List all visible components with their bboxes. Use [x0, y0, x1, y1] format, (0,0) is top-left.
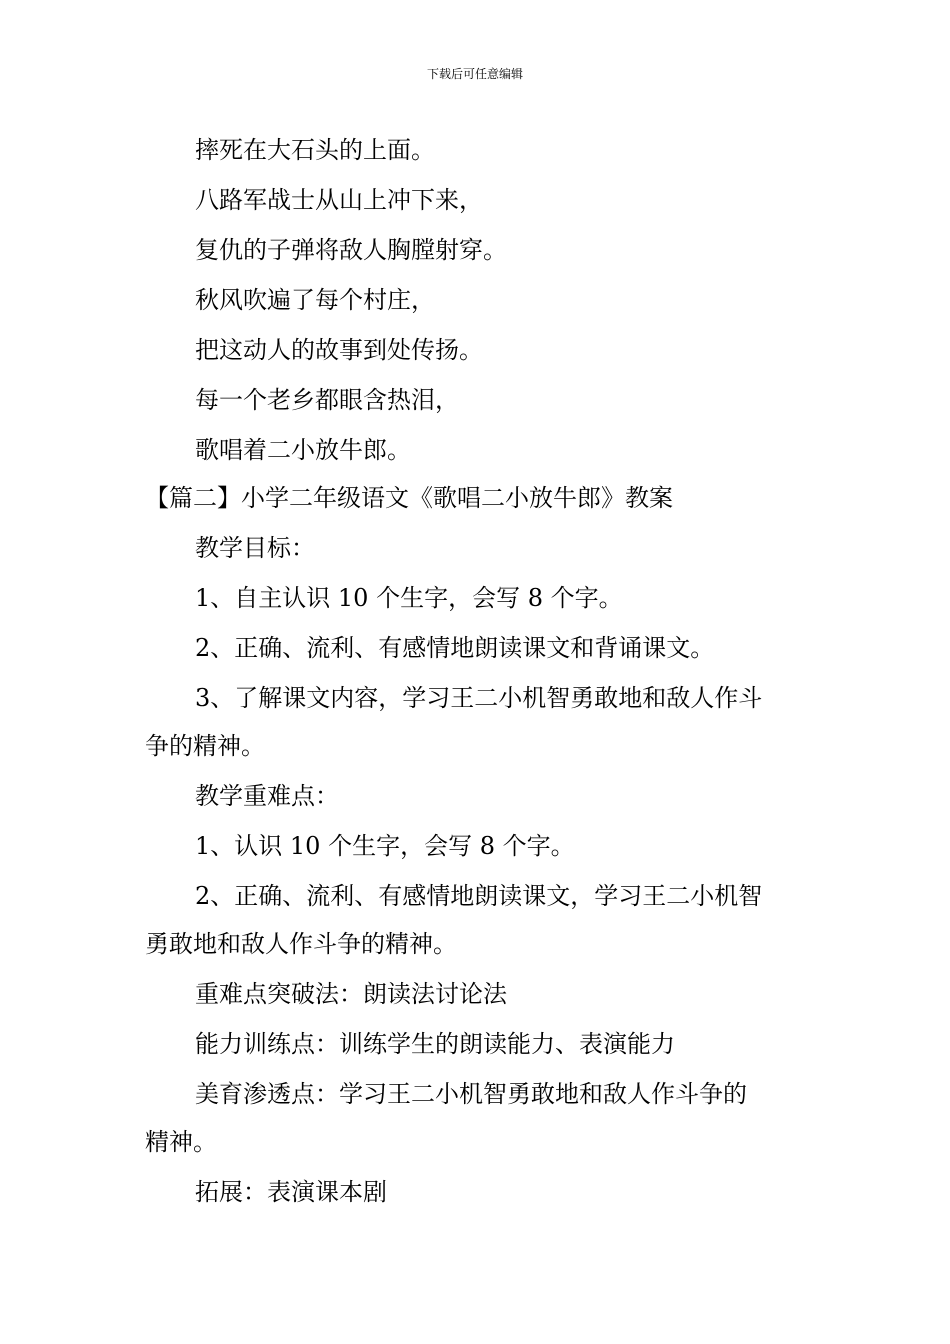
poem-line: 秋风吹遍了每个村庄，	[195, 286, 435, 314]
paragraph-line: 勇敢地和敌人作斗争的精神。	[145, 930, 457, 958]
poem-line: 复仇的子弹将敌人胸膛射穿。	[195, 236, 507, 264]
paragraph-line: 美育渗透点：学习王二小机智勇敢地和敌人作斗争的	[195, 1080, 747, 1108]
poem-line: 每一个老乡都眼含热泪，	[195, 386, 459, 414]
paragraph-line: 1、认识 10 个生字，会写 8 个字。	[195, 832, 575, 860]
paragraph-line: 2、正确、流利、有感情地朗读课文，学习王二小机智	[195, 882, 763, 910]
paragraph-line: 3、了解课文内容，学习王二小机智勇敢地和敌人作斗	[195, 684, 763, 712]
poem-line: 摔死在大石头的上面。	[195, 136, 435, 164]
page-header: 下载后可任意编辑	[426, 67, 523, 81]
paragraph-line: 教学重难点：	[195, 782, 339, 810]
paragraph-line: 拓展：表演课本剧	[195, 1178, 387, 1206]
poem-line: 歌唱着二小放牛郎。	[195, 436, 411, 464]
paragraph-line: 1、自主认识 10 个生字，会写 8 个字。	[195, 584, 623, 612]
poem-line: 把这动人的故事到处传扬。	[195, 336, 483, 364]
poem-line: 八路军战士从山上冲下来，	[195, 186, 483, 214]
paragraph-line: 教学目标：	[195, 534, 315, 562]
section-heading: 【篇二】小学二年级语文《歌唱二小放牛郎》教案	[145, 484, 673, 512]
paragraph-line: 争的精神。	[145, 732, 265, 760]
paragraph-line: 能力训练点：训练学生的朗读能力、表演能力	[195, 1030, 675, 1058]
paragraph-line: 2、正确、流利、有感情地朗读课文和背诵课文。	[195, 634, 715, 662]
paragraph-line: 重难点突破法：朗读法讨论法	[195, 980, 507, 1008]
paragraph-line: 精神。	[145, 1128, 217, 1156]
